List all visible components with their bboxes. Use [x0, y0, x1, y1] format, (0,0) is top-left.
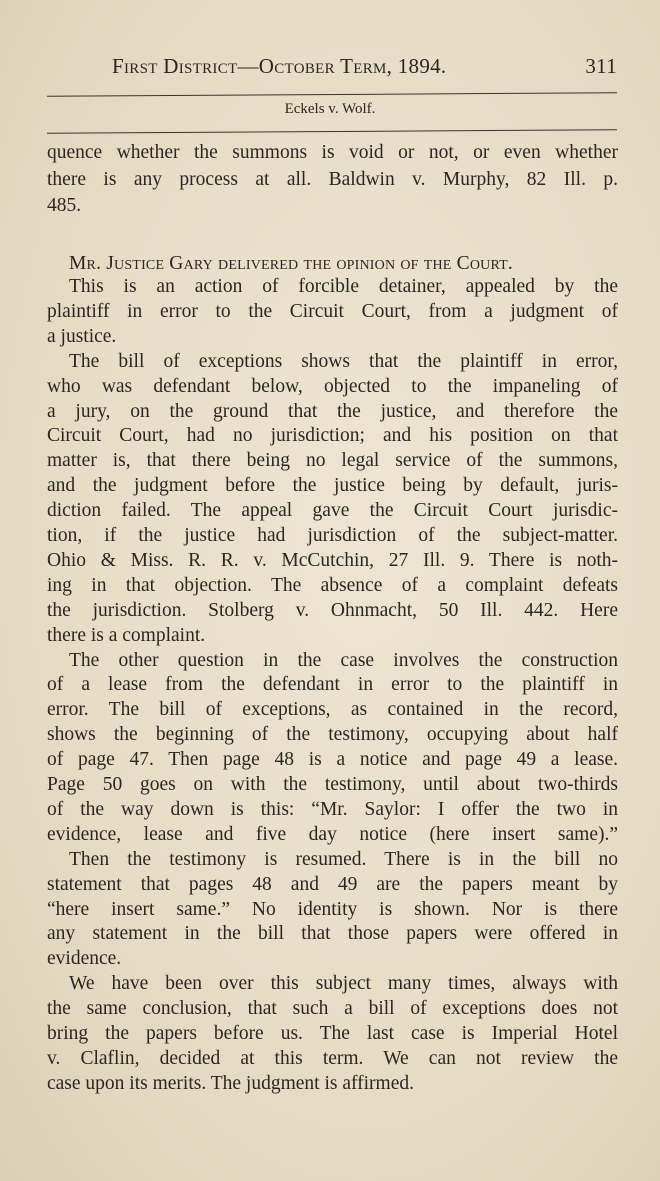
text-line: evidence. — [47, 948, 122, 970]
text-line: The bill of exceptions shows that the plaintiff in error, — [69, 350, 618, 372]
text-line: Page 50 goes on with the testimony, until about two-thirds — [47, 774, 618, 795]
text-line: ing in that objection. The absence of a complaint defeats — [47, 574, 618, 596]
text-line: bring the papers before us. The last case is Imperial Hotel — [47, 1023, 618, 1044]
text-line: the same conclusion, that such a bill of exceptions does not — [47, 998, 618, 1020]
text-line: 485. — [47, 195, 82, 216]
text-line: shows the beginning of the testimony, occupying about half — [47, 724, 618, 746]
text-line: The other question in the case involves the construction — [69, 649, 618, 671]
text-line: any statement in the bill that those papers were offered in — [47, 923, 618, 945]
text-line: evidence, lease and five day notice (here insert same).” — [47, 823, 618, 845]
page-number: 311 — [585, 54, 617, 78]
text-line: We have been over this subject many times, always with — [69, 973, 618, 995]
text-line: plaintiff in error to the Circuit Court, from a judgment of — [47, 300, 618, 322]
text-line: a jury, on the ground that the justice, and therefore the — [47, 400, 618, 422]
text-line: of a lease from the defendant in error to the plaintiff in — [47, 674, 618, 696]
opinion-heading: Mr. Justice Gary delivered the opinion of the Court. — [69, 253, 513, 274]
text-line: of page 47. Then page 48 is a notice and page 49 a lease. — [47, 749, 618, 771]
text-line: This is an action of forcible detainer, appealed by the — [69, 276, 618, 297]
header-rule-top — [47, 92, 617, 96]
text-line: v. Claflin, decided at this term. We can not review the — [47, 1047, 618, 1069]
text-line: case upon its merits. The judgment is affirmed. — [47, 1072, 414, 1094]
text-line: and the judgment before the justice being by default, juris- — [47, 475, 618, 497]
text-line: Ohio & Miss. R. R. v. McCutchin, 27 Ill. 9. There is noth- — [47, 549, 618, 571]
text-line: statement that pages 48 and 49 are the papers meant by — [47, 873, 618, 895]
text-line: there is any process at all. Baldwin v. Murphy, 82 Ill. p. — [47, 168, 618, 190]
text-line: of the way down is this: “Mr. Saylor: I offer the two in — [47, 798, 618, 820]
text-line: error. The bill of exceptions, as contained in the record, — [47, 699, 618, 721]
text-line: Then the testimony is resumed. There is in the bill no — [69, 848, 618, 870]
case-title: Eckels v. Wolf. — [284, 101, 376, 117]
text-line: tion, if the justice had jurisdiction of the subject-matter. — [47, 525, 618, 546]
text-line: quence whether the summons is void or not, or even whether — [47, 142, 618, 163]
text-line: Circuit Court, had no jurisdiction; and his position on that — [47, 425, 618, 447]
text-line: matter is, that there being no legal service of the summons, — [47, 450, 618, 472]
text-line: diction failed. The appeal gave the Circuit Court jurisdic- — [47, 500, 618, 522]
text-line: there is a complaint. — [47, 624, 206, 646]
running-head-title: First District—October Term, 1894. — [112, 54, 447, 78]
running-head — [112, 54, 617, 79]
text-line: “here insert same.” No identity is shown. Nor is there — [47, 898, 618, 920]
text-line: a justice. — [47, 325, 117, 347]
text-line: who was defendant below, objected to the impaneling of — [47, 375, 618, 397]
header-rule-bottom — [47, 129, 617, 133]
text-line: the jurisdiction. Stolberg v. Ohnmacht, 50 Ill. 442. Here — [47, 599, 618, 621]
